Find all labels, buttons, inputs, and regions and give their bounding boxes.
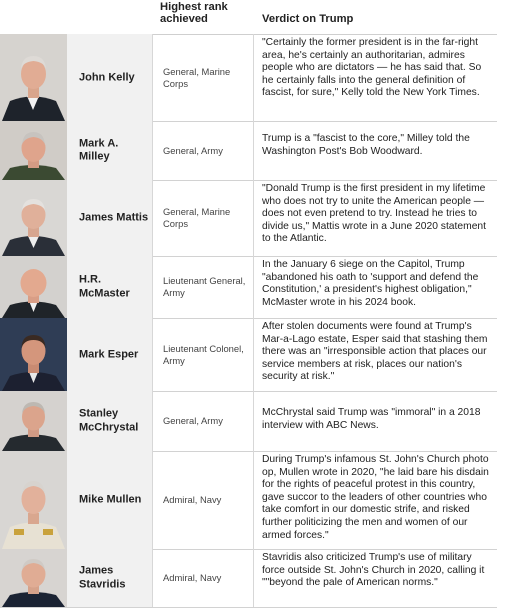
table-row bbox=[0, 318, 497, 392]
verdict-text: "Donald Trump is the first president in my lifetime who does not try to unite the American people — does not even pretend to try. Instead he tries to divide us," Mattis wrote in a June 2020 statement to the Atlantic. bbox=[262, 183, 487, 245]
verdict-text: McChrystal said Trump was "immoral" in a 2018 interview with ABC News. bbox=[262, 407, 481, 431]
portrait-photo bbox=[0, 451, 67, 549]
portrait-photo bbox=[0, 34, 67, 121]
portrait-photo bbox=[0, 180, 67, 256]
table-row bbox=[0, 256, 497, 319]
portrait-photo bbox=[0, 391, 67, 451]
person-name: James Mattis bbox=[79, 211, 149, 224]
person-name: Mark A. Milley bbox=[79, 137, 119, 163]
rank-text: Admiral, Navy bbox=[163, 494, 222, 505]
portrait-photo bbox=[0, 121, 67, 180]
verdict-column-header: Verdict on Trump bbox=[262, 13, 354, 25]
person-name: James Stavridis bbox=[79, 564, 126, 590]
portrait-photo bbox=[0, 256, 67, 318]
rank-text: General, Army bbox=[163, 415, 223, 426]
verdict-text: After stolen documents were found at Trump's Mar-a-Lago estate, Esper said that stashing them there was an "irresponsible action that places our service members at risk, places our nation's security at risk." bbox=[262, 321, 488, 383]
portrait-photo bbox=[0, 318, 67, 391]
verdict-text: "Certainly the former president is in the far-right area, he's certainly an authoritarian, admires people who are dictators — he has said that. So he certainly falls into the general definition of fascist, for sure," Kelly told the New York Times. bbox=[262, 37, 482, 99]
verdict-text: Stavridis also criticized Trump's use of military force outside St. John's Church in 2020, calling it ""beyond the pale of American norms." bbox=[262, 552, 485, 589]
rank-text: General, Marine Corps bbox=[163, 65, 231, 89]
table-row bbox=[0, 451, 497, 550]
rank-text: Lieutenant General, Army bbox=[163, 275, 246, 298]
portrait-photo bbox=[0, 549, 67, 607]
table-row bbox=[0, 549, 497, 608]
rank-text: General, Marine Corps bbox=[163, 206, 231, 229]
person-name: H.R. McMaster bbox=[79, 273, 130, 299]
rank-text: Admiral, Navy bbox=[163, 572, 222, 583]
verdict-text: Trump is a "fascist to the core," Milley told the Washington Post's Bob Woodward. bbox=[262, 133, 470, 157]
person-name: John Kelly bbox=[79, 70, 135, 83]
table-header bbox=[0, 0, 497, 35]
verdict-text: During Trump's infamous St. John's Church photo op, Mullen wrote in 2020, "he laid bare his disdain for the rights of peaceful protest in this country, gave succor to the leaders of other countries who take comfort in our domestic strife, and risked further politicizing the men and women of our armed forces." bbox=[262, 454, 489, 541]
rank-text: Lieutenant Colonel, Army bbox=[163, 342, 244, 366]
person-name: Mike Mullen bbox=[79, 493, 142, 506]
table-row bbox=[0, 180, 497, 257]
rank-text: General, Army bbox=[163, 144, 223, 156]
table-row bbox=[0, 34, 497, 122]
table-row bbox=[0, 391, 497, 452]
table-row bbox=[0, 121, 497, 181]
verdict-text: In the January 6 siege on the Capitol, Trump "abandoned his oath to 'support and defend the Constitution,' a president's highest obligation," McMaster wrote in his 2024 book. bbox=[262, 259, 479, 308]
person-name: Mark Esper bbox=[79, 347, 139, 360]
rank-column-header: Highest rank achieved bbox=[160, 1, 228, 25]
person-name: Stanley McChrystal bbox=[79, 407, 139, 433]
